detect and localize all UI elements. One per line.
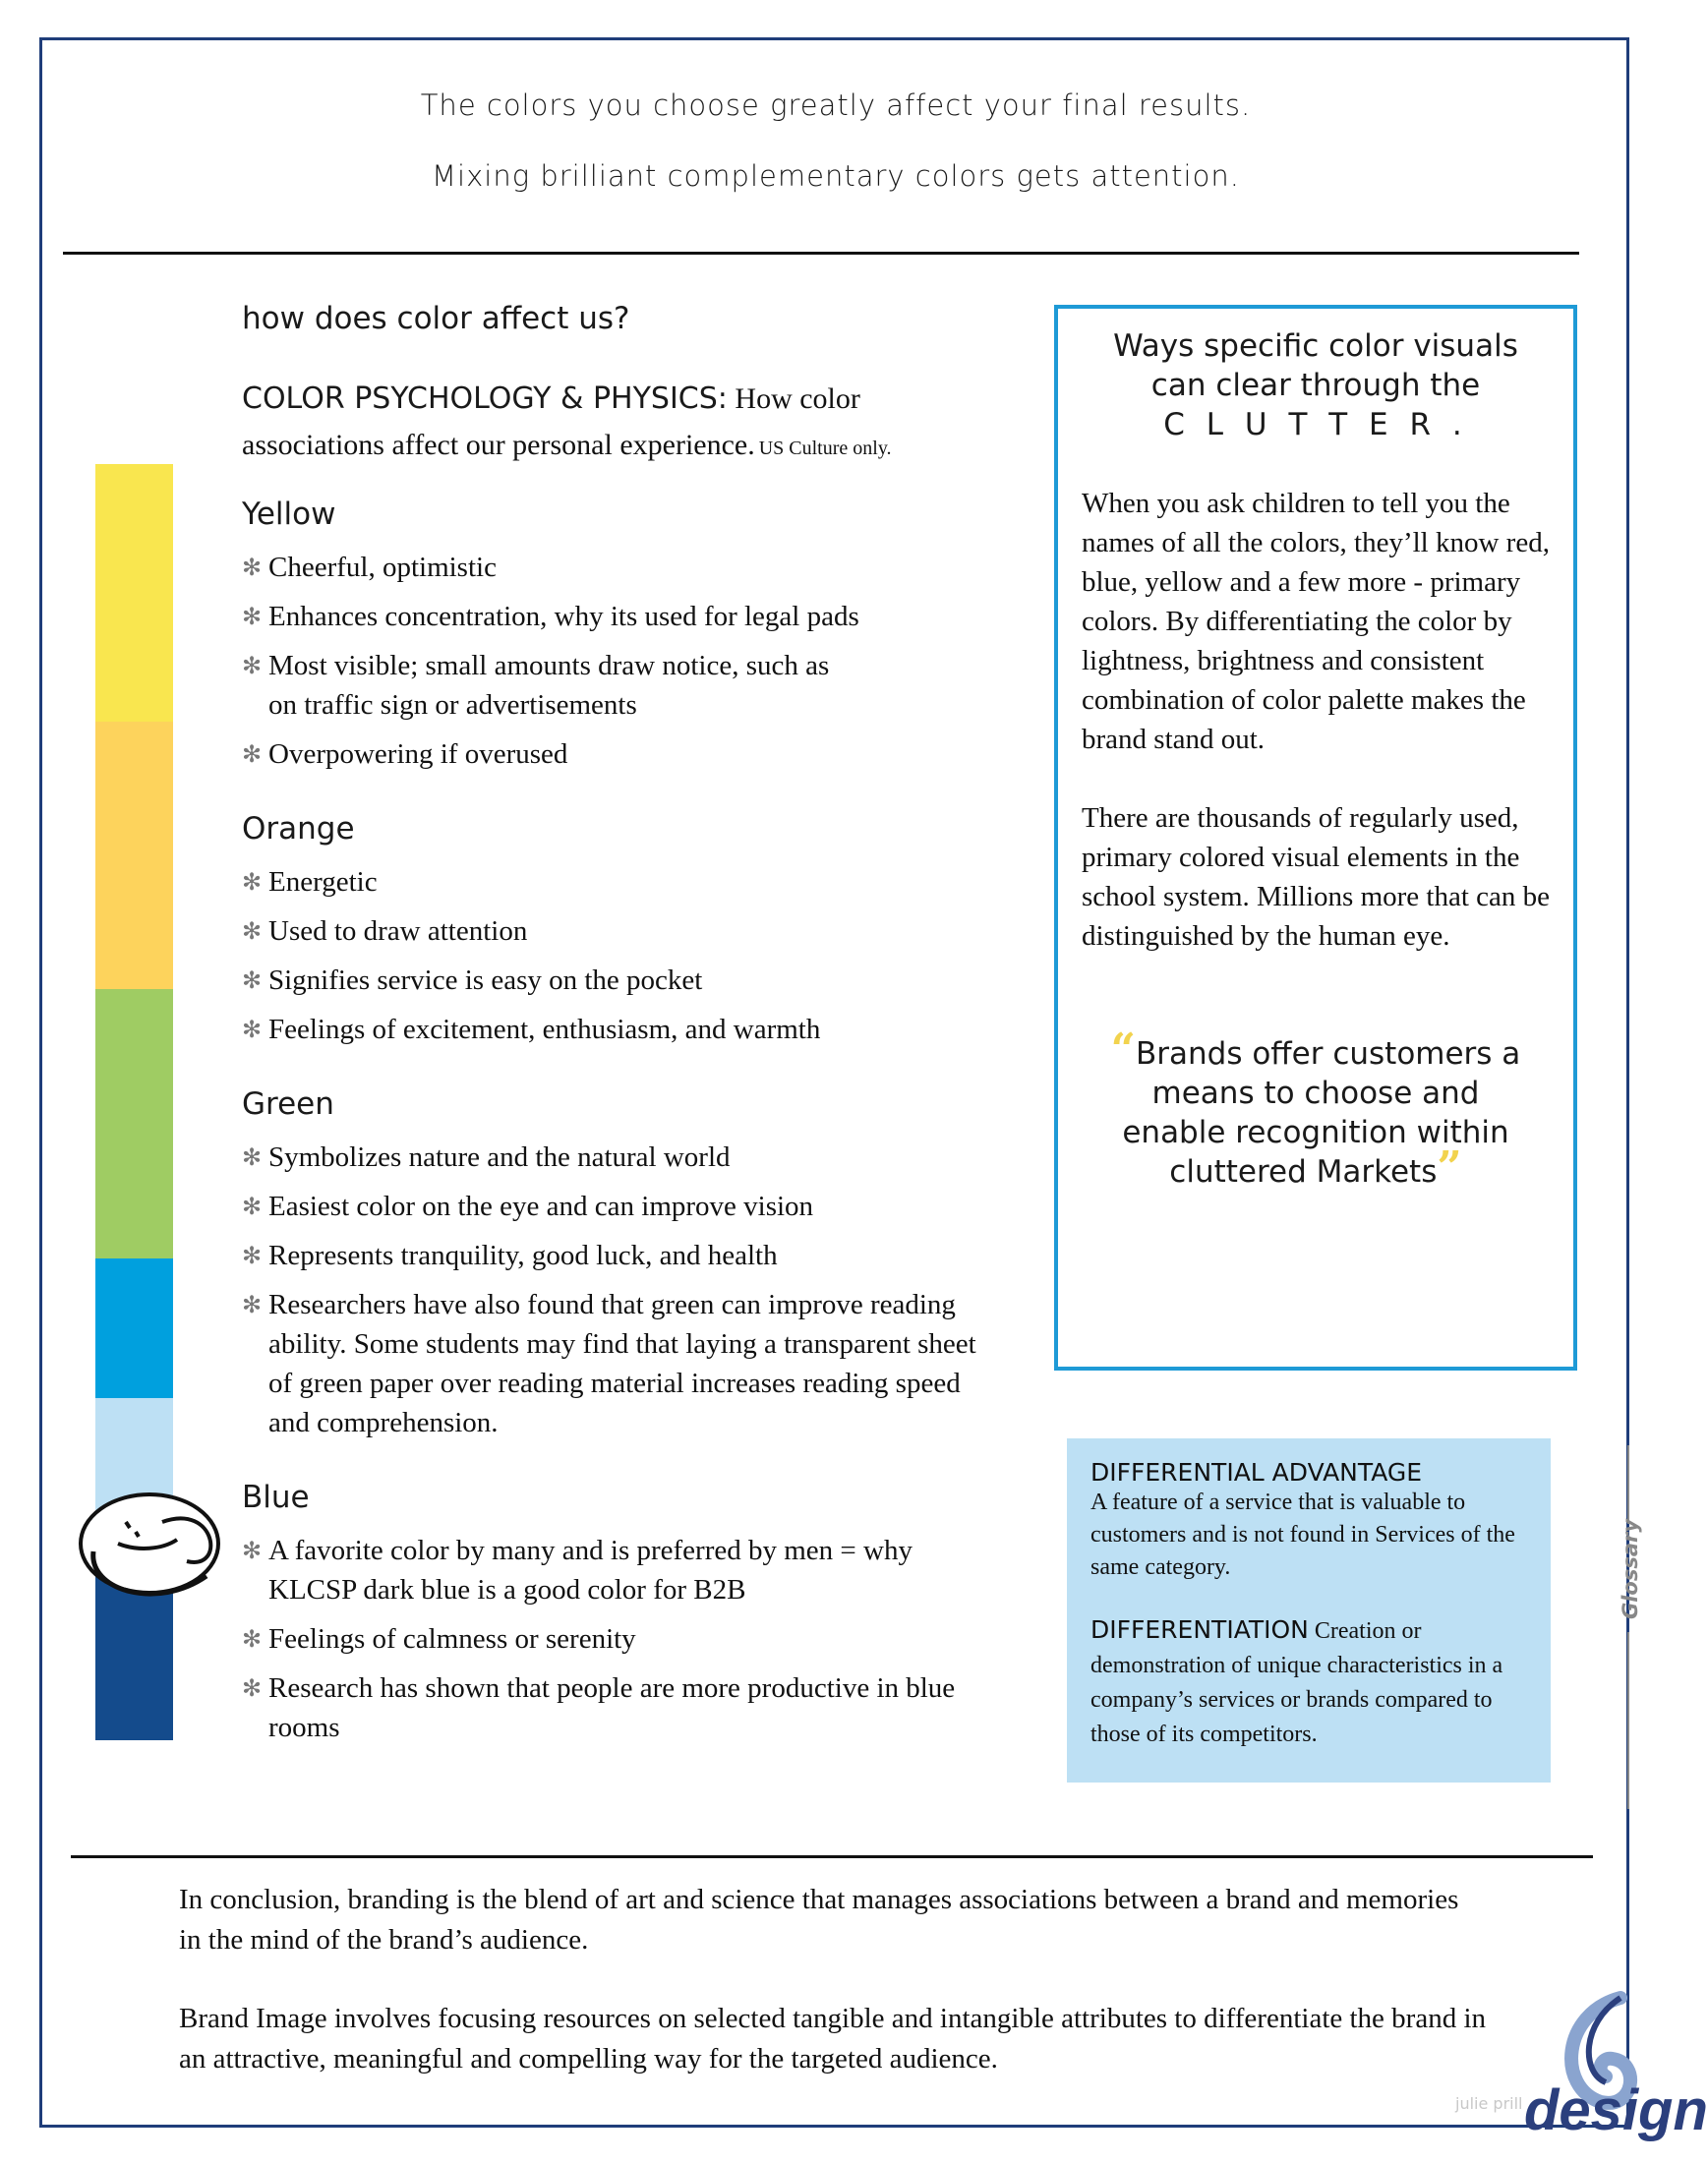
blue-title: Blue — [242, 1480, 310, 1515]
psych-note: US Culture only. — [758, 438, 892, 459]
asterisk-bullet-icon: ✻ — [242, 1242, 263, 1269]
orange-list — [242, 862, 1009, 1059]
quote-text: Brands offer customers a means to choose and enable recognition within cluttered Markets — [1122, 1036, 1521, 1190]
smiley-doodle-icon — [69, 1483, 226, 1620]
clutter-paragraph-2: There are thousands of regularly used, primary colored visual elements in the school system. Millions more that can be distinguished by the human eye. — [1082, 802, 1551, 952]
psych-label: COLOR PSYCHOLOGY & PHYSICS: — [242, 381, 728, 416]
intro-psychology — [242, 379, 1029, 471]
glossary-tab-line-bottom — [1627, 1632, 1629, 1809]
clutter-title-1: Ways specific color visuals — [1113, 328, 1518, 364]
open-quote-icon: “ — [1110, 1024, 1136, 1075]
asterisk-bullet-icon: ✻ — [242, 1143, 263, 1171]
color-bar-orange — [95, 722, 173, 989]
header-line-2: Mixing brilliant complementary colors gets attention. — [432, 159, 1240, 193]
clutter-title-2: can clear through the — [1150, 368, 1481, 403]
asterisk-bullet-icon: ✻ — [242, 1625, 263, 1653]
list-item: ✻ Easiest color on the eye and can improve vision — [242, 1187, 989, 1226]
logo-word: design — [1524, 2078, 1708, 2142]
glossary-definition-2: Creation or demonstration of unique characteristics in a company’s services or brands compared to those of its competitors. — [1090, 1618, 1503, 1747]
asterisk-bullet-icon: ✻ — [242, 1193, 263, 1220]
list-item: ✻ Used to draw attention — [242, 911, 1009, 951]
blue-list — [242, 1531, 989, 1757]
clutter-box — [1054, 305, 1577, 1371]
glossary-entry-2 — [1090, 1613, 1527, 1753]
glossary-term-2: DIFFERENTIATION — [1090, 1615, 1309, 1644]
glossary-tab-label: Glossary — [1619, 1518, 1642, 1619]
logo-small-text: julie prill — [1455, 2094, 1523, 2113]
green-title: Green — [242, 1086, 334, 1122]
list-item: ✻ Feelings of calmness or serenity — [242, 1619, 989, 1659]
intro-question: how does color affect us? — [242, 301, 630, 336]
list-item: ✻ Symbolizes nature and the natural world — [242, 1138, 989, 1177]
color-bar-green — [95, 989, 173, 1258]
orange-title: Orange — [242, 811, 355, 847]
glossary-definition-1: A feature of a service that is valuable to customers and is not found in Services of the same category. — [1090, 1490, 1515, 1580]
yellow-title: Yellow — [242, 497, 336, 532]
close-quote-icon: ” — [1437, 1142, 1462, 1193]
asterisk-bullet-icon: ✻ — [242, 868, 263, 896]
asterisk-bullet-icon: ✻ — [242, 652, 263, 679]
brand-quote — [1107, 1024, 1524, 1193]
asterisk-bullet-icon: ✻ — [242, 1016, 263, 1043]
list-item: ✻ Feelings of excitement, enthusiasm, and warmth — [242, 1010, 1009, 1049]
green-list — [242, 1138, 989, 1452]
top-divider — [63, 252, 1579, 255]
clutter-paragraph-1: When you ask children to tell you the names of all the colors, they’ll know red, blue, yellow and a few more - primary colors. By differentiating the color by lightness, brightness and consistent combination of color palette makes the brand stand out. — [1082, 488, 1550, 755]
glossary-box — [1067, 1438, 1551, 1783]
asterisk-bullet-icon: ✻ — [242, 966, 263, 994]
asterisk-bullet-icon: ✻ — [242, 917, 263, 945]
list-item: ✻ Cheerful, optimistic — [242, 548, 1009, 587]
list-item: ✻ Represents tranquility, good luck, and health — [242, 1236, 989, 1275]
asterisk-bullet-icon: ✻ — [242, 740, 263, 768]
header-line-1: The colors you choose greatly affect your final results. — [420, 88, 1252, 122]
list-item: ✻ Overpowering if overused — [242, 734, 1009, 774]
glossary-tab-line-top — [1627, 1445, 1629, 1524]
bottom-divider — [71, 1855, 1593, 1858]
conclusion-paragraph-1: In conclusion, branding is the blend of art and science that manages associations between a brand and memories in the mind of the brand’s audience. — [179, 1884, 1459, 1956]
list-item: ✻ A favorite color by many and is preferred by men = why KLCSP dark blue is a good color for B2B — [242, 1531, 976, 1609]
clutter-title-3: C L U T T E R . — [1163, 407, 1468, 442]
list-item: ✻ Research has shown that people are more productive in blue rooms — [242, 1668, 976, 1747]
asterisk-bullet-icon: ✻ — [242, 1291, 263, 1318]
list-item: ✻ Researchers have also found that green can improve reading ability. Some students may find that laying a transparent sheet of green paper over reading material increases reading speed and comprehension. — [242, 1285, 976, 1442]
color-bar-cyan — [95, 1258, 173, 1398]
color-bar-yellow — [95, 464, 173, 722]
psych-text-1: How color — [727, 382, 860, 415]
yellow-list — [242, 548, 1009, 784]
conclusion-paragraph-2: Brand Image involves focusing resources on selected tangible and intangible attributes to differentiate the brand in an attractive, meaningful and compelling way for the targeted audience. — [179, 2003, 1487, 2075]
list-item: ✻ Energetic — [242, 862, 1009, 902]
psych-text-2: associations affect our personal experience. — [242, 429, 755, 461]
asterisk-bullet-icon: ✻ — [242, 1537, 263, 1564]
asterisk-bullet-icon: ✻ — [242, 554, 263, 581]
list-item: ✻ Enhances concentration, why its used for legal pads — [242, 597, 1009, 636]
asterisk-bullet-icon: ✻ — [242, 603, 263, 630]
asterisk-bullet-icon: ✻ — [242, 1674, 263, 1702]
list-item: ✻ Signifies service is easy on the pocket — [242, 961, 1009, 1000]
list-item: ✻ Most visible; small amounts draw notice, such as on traffic sign or advertisements — [242, 646, 858, 725]
glossary-term-1: DIFFERENTIAL ADVANTAGE — [1090, 1458, 1423, 1487]
